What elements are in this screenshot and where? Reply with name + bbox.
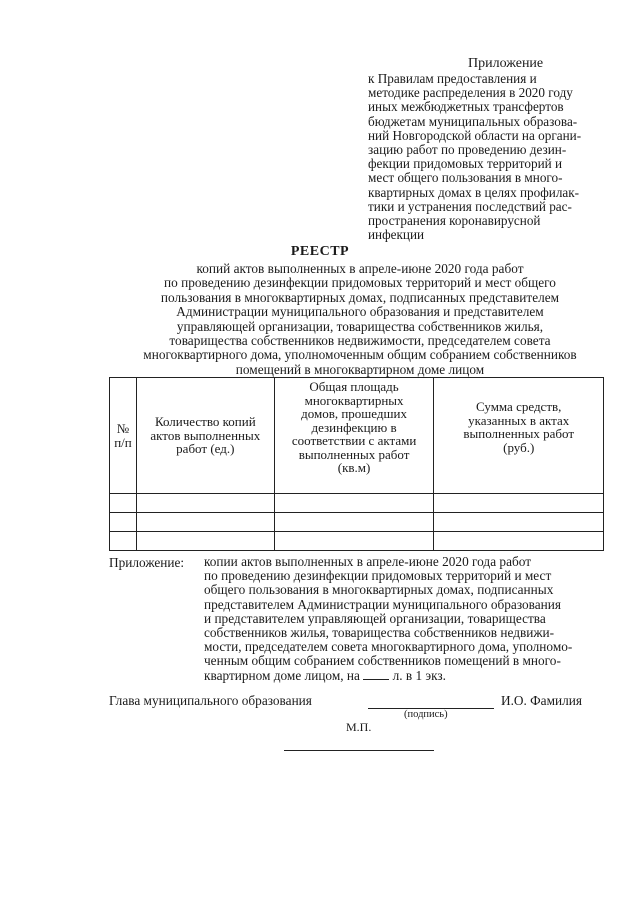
attachment-last-end: л. в 1 экз. [392,667,447,683]
table-cell[interactable] [110,532,137,551]
attachment-line: ченным общим собранием собственников помещений в много- [204,653,561,669]
attachment-line: мости, председателем совета многоквартирного дома, уполномо- [204,639,573,655]
document-subtitle [100,262,620,377]
attachment-line: по проведению дезинфекции придомовых территорий и мест [204,568,552,584]
attachment-last-start: квартирном доме лицом, на [204,667,360,683]
header-number: № п/п [110,378,137,494]
table-cell[interactable] [110,513,137,532]
sheet-count-blank[interactable] [363,669,389,680]
subtitle-line: по проведению дезинфекции придомовых территорий и мест общего [164,275,556,291]
signature-caption: (подпись) [404,709,448,720]
attachment-line: представителем Администрации муниципального образования [204,596,562,612]
subtitle-line: Администрации муниципального образования и представителем [176,304,544,320]
signature-label: Глава муниципального образования [109,693,312,708]
table-row [110,513,604,532]
header-copies-count: Количество копий актов выполненных работ (ед.) [136,378,274,494]
document-title: РЕЕСТР [290,244,350,259]
subtitle-line: копий актов выполненных в апреле-июне 2020 года работ [196,261,524,276]
appendix-note-line: бюджетам муниципальных образова- [368,113,578,129]
attachment-line: копии актов выполненных в апреле-июне 2020 года работ [204,554,532,569]
table-cell[interactable] [274,494,434,513]
appendix-note-line: иных межбюджетных трансфертов [368,99,564,115]
appendix-note-line: фекции придомовых территорий и [368,156,563,172]
attachment-line: собственников жилья, товарищества собственников недвижи- [204,625,555,641]
table-cell[interactable] [136,494,274,513]
appendix-note-line: зацию работ по проведению дезин- [368,142,567,158]
appendix-note-line: к Правилам предоставления и [368,71,537,86]
table-row [110,494,604,513]
attachment-label: Приложение: [109,555,185,570]
appendix-note-line: квартирных домах в целях профилак- [368,184,580,200]
table-header-row [110,378,604,494]
appendix-note-line: ний Новгородской области на органи- [368,127,582,143]
subtitle-line: помещений в многоквартирном доме лицом [235,361,485,377]
table-cell[interactable] [274,532,434,551]
bottom-line [284,750,434,751]
subtitle-line: управляющей организации, товарищества собственников жилья, [176,318,544,334]
registry-table [109,377,604,551]
attachment-line-last [204,669,609,683]
stamp-label: М.П. [346,720,372,734]
attachment-text [204,555,609,683]
signature-name: И.О. Фамилия [501,693,582,708]
appendix-title: Приложение [468,56,544,71]
appendix-note [368,72,613,242]
appendix-note-line: мест общего пользования в много- [368,170,563,186]
table-cell[interactable] [434,513,604,532]
subtitle-line: многоквартирного дома, уполномоченным общим собранием собственников [143,347,577,363]
table-row [110,532,604,551]
attachment-line: общего пользования в многоквартирных домах, подписанных [204,582,554,598]
appendix-note-line: методике распределения в 2020 году [368,85,573,101]
table-cell[interactable] [274,513,434,532]
appendix-note-line: тики и устранения последствий рас- [368,198,572,214]
appendix-note-line: пространения коронавирусной [368,213,541,229]
appendix-note-line: инфекции [368,227,425,243]
table-cell[interactable] [434,532,604,551]
header-amount: Сумма средств, указанных в актах выполненных работ (руб.) [434,378,604,494]
table-cell[interactable] [136,513,274,532]
table-cell[interactable] [110,494,137,513]
table-cell[interactable] [434,494,604,513]
subtitle-line: товарищества собственников недвижимости, председателем совета [169,333,551,349]
subtitle-line: пользования в многоквартирных домах, подписанных представителем [160,289,560,305]
table-cell[interactable] [136,532,274,551]
header-total-area: Общая площадь многоквартирных домов, прошедших дезинфекцию в соответствии с актами выполненных работ (кв.м) [274,378,434,494]
attachment-line: и представителем управляющей организации, товарищества [204,610,546,626]
